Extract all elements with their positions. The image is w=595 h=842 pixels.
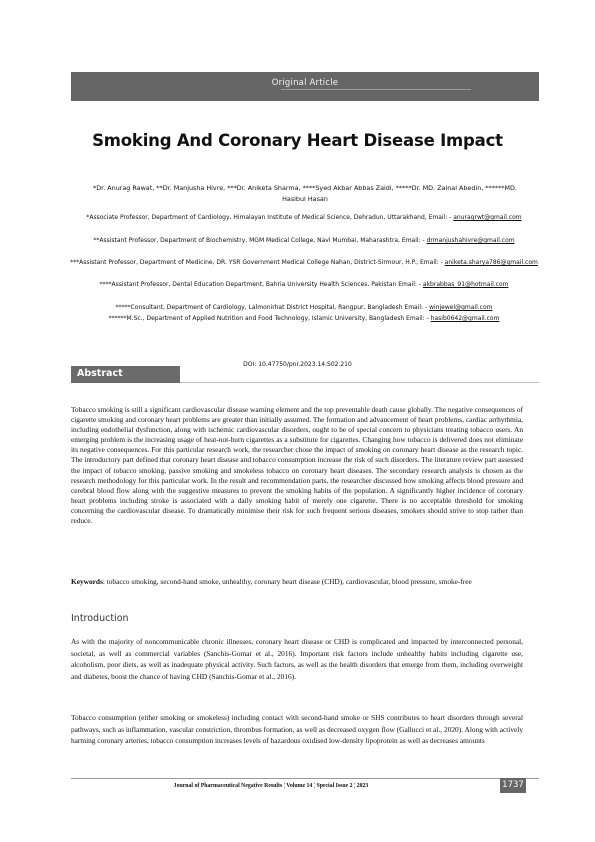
- affiliation-email-link[interactable]: anuragrwt@gmail.com: [453, 214, 522, 221]
- affiliation-email-link[interactable]: drmanjushahivre@gmail.com: [426, 237, 515, 244]
- keywords-text: : tobacco smoking, second-hand smoke, unhealthy, coronary heart disease (CHD), cardiovascular, blood pressure, smoke-free: [102, 577, 472, 586]
- footer-divider: [71, 778, 539, 779]
- affiliation-email-link[interactable]: hasib0642@gmail.com: [430, 315, 500, 322]
- affiliation-text: ***Assistant Professor, Department of Medicine, DR. YSR Government Medical College Nahan, District-Sirmour, H.P., Email: -: [70, 259, 443, 266]
- keywords-label: Keywords: [71, 577, 103, 586]
- article-type-label: Original Article: [271, 78, 339, 88]
- introduction-paragraph: Tobacco consumption (either smoking or smokeless) including contact with second-hand smoke or SHS contributes to heart disorders through several pathways, such as inflammation, vascular constriction, thrombus formation, as well as decreased oxygen flow (Gallucci et al., 2020). Along with actively harming coronary arteries, tobacco consumption increases levels of hazardous oxidised low-density lipoprotein as well as decreases amounts: [71, 713, 523, 746]
- affiliation-email-link[interactable]: winjewel@gmail.com: [429, 304, 493, 311]
- keywords: [71, 577, 523, 587]
- affiliation-1: [60, 213, 548, 224]
- affiliation-text: ****Assistant Professor, Dental Education Department, Bahria University Health Sciences, Pakistan Email: -: [99, 281, 421, 288]
- journal-citation: Journal of Pharmaceutical Negative Results ¦ Volume 14 ¦ Special Issue 2 ¦ 2023: [173, 783, 369, 789]
- affiliation-email-link[interactable]: aniketa.sharya786@gmail.com: [444, 259, 538, 266]
- affiliation-text: **Assistant Professor, Department of Biochemistry, MGM Medical College, Navi Mumbai, Maharashtra, Email: -: [93, 237, 425, 244]
- affiliation-email-link[interactable]: akbrabbas_91@hotmail.com: [422, 281, 509, 288]
- page-number: 1737: [502, 780, 524, 790]
- paper-title: Smoking And Coronary Heart Disease Impact: [92, 131, 503, 150]
- author-list: *Dr. Anurag Rawat, **Dr. Manjusha Hivre, ***Dr. Aniketa Sharma, ****Syed Akbar Abbas Zaidi, *****Dr. MD. Zainal Abedin, ******MD. Hasibul Hasan: [93, 184, 517, 203]
- page-number-box: [500, 778, 526, 793]
- introduction-paragraph: As with the majority of noncommunicable chronic illnesses, coronary heart disease or CHD is complicated and impacted by interconnected personal, societal, as well as commercial variables (Sanchis-Gomar et al., 2016). Important risk factors include unhealthy habits including cigarette use, alcoholism, poor diets, as well as inadequate physical activity. Such factors, as well as the health disorders that emerge from them, including overweight and diabetes, boost the chance of having CHD (Sanchis-Gomar et al., 2016).: [71, 637, 523, 681]
- abstract-heading-bar: [71, 366, 539, 383]
- affiliation-text: *****Consultant, Department of Cardiology, Lalmonirhat District Hospital, Rangpur, Bangladesh Email: -: [115, 304, 428, 311]
- abstract-heading-tab: [71, 366, 180, 383]
- affiliation-5: [60, 303, 548, 314]
- affiliation-4: [60, 280, 548, 291]
- affiliation-text: *Associate Professor, Department of Cardiology, Himalayan Institute of Medical Science, Dehradun, Uttarakhand, Email: -: [86, 214, 452, 221]
- banner-divider: [281, 89, 471, 90]
- abstract-text: Tobacco smoking is still a significant cardiovascular disease warning element and the top preventable death cause globally. The negative consequences of cigarette smoking and coronary heart problems are greater than initially assumed. The formation and advancement of heart problems, cardiac arrhythmia, including endothelial dysfunction, along with ischemic cardiovascular disorders, ought to be of special concern to physicians treating tobacco users. An emerging problem is the increasing usage of heat-not-burn cigarettes as a substitute for cigarettes. Changing how tobacco is delivered does not eliminate its negative consequences. For this particular research work, the researcher chose the impact of smoking on coronary heart disease as the research topic. The introductory part defined that coronary heart disease and tobacco consumption increase the risk of such disorders. The literature review part assessed the impact of tobacco smoking, passive smoking and smokeless tobacco on coronary heart diseases. The secondary research analysis is chosen as the research methodology for this particular work. In the result and recommendation parts, the researcher discussed how smoking affects blood pressure and cerebral blood flow along with the suggestive measures to prevent the smoking habits of the population. A significantly higher incidence of coronary heart problems including stroke is associated with a daily smoking habit of merely one cigarette. There is no acceptable threshold for smoking concerning the cardiovascular disease. To dramatically minimise their risk for such frequent serious diseases, smokers should strive to stop rather than reduce.: [71, 405, 523, 526]
- article-type-banner: [71, 72, 539, 101]
- affiliation-2: [60, 236, 548, 247]
- affiliation-6: [60, 314, 548, 325]
- affiliation-text: ******M.Sc., Department of Applied Nutrition and Food Technology, Islamic University, Bangladesh Email: -: [108, 315, 429, 322]
- introduction-heading: Introduction: [71, 613, 129, 624]
- abstract-heading: Abstract: [77, 368, 123, 379]
- affiliation-3: [60, 258, 548, 269]
- doi: DOI: 10.47750/pnr.2023.14.S02.210: [243, 361, 352, 368]
